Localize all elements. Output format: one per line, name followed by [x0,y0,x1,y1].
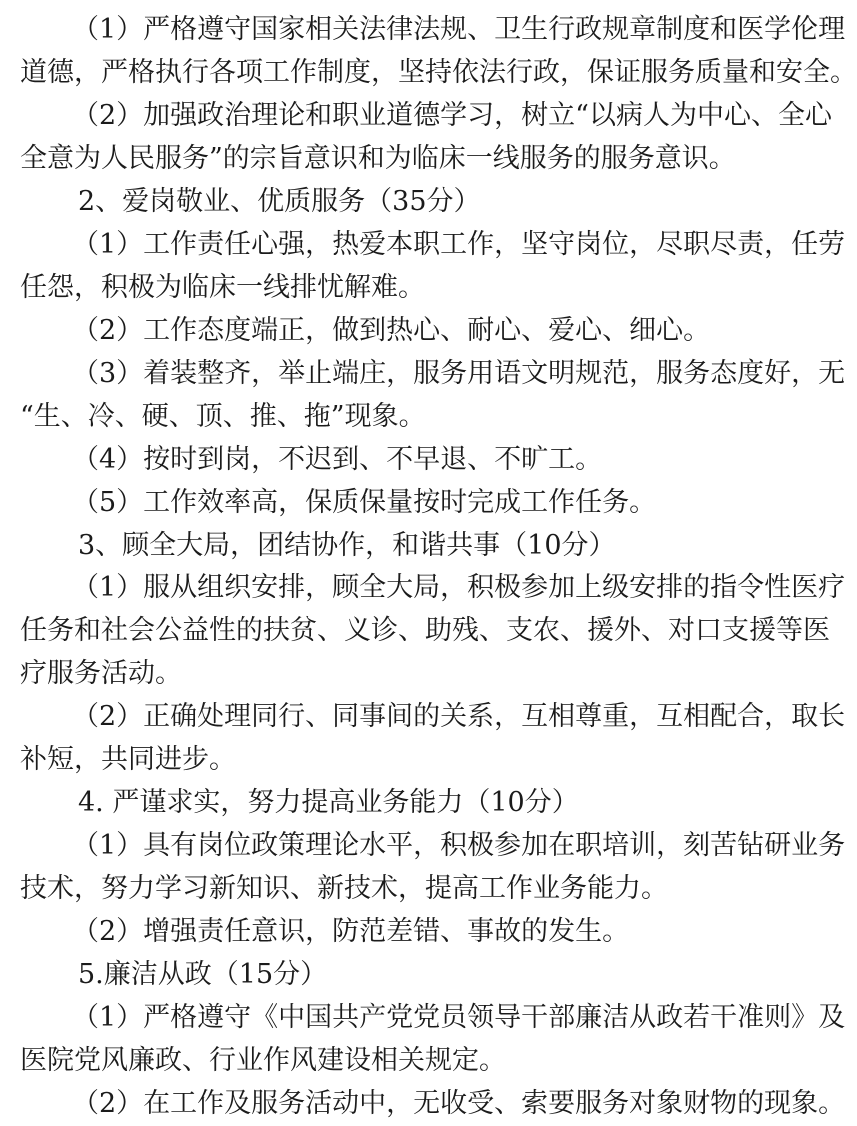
text-line: “生、冷、硬、顶、推、拖”现象。 [20,400,426,432]
text-line: 任怨，积极为临床一线排忧解难。 [20,271,425,303]
text-line: （2）在工作及服务活动中，无收受、索要服务对象财物的现象。 [72,1088,846,1119]
text-line: 道德，严格执行各项工作制度，坚持依法行政，保证服务质量和安全。 [20,56,857,88]
text-line: （3）着装整齐，举止端庄，服务用语文明规范，服务态度好，无 [72,357,846,389]
text-line: （2）增强责任意识，防范差错、事故的发生。 [72,916,630,948]
text-line: （2）正确处理同行、同事间的关系，互相尊重，互相配合，取长 [72,701,846,733]
text-line: （1）严格遵守《中国共产党党员领导干部廉洁从政若干准则》及 [72,1002,846,1034]
text-line: （1）工作责任心强，热爱本职工作，坚守岗位，尽职尽责，任劳 [72,228,846,260]
section-heading: 2、爱岗敬业、优质服务（35分） [78,185,481,217]
text-line: 任务和社会公益性的扶贫、义诊、助残、支农、援外、对口支援等医 [20,615,830,647]
section-heading: 5.廉洁从政（15分） [78,959,328,991]
text-line: 疗服务活动。 [20,658,182,690]
section-heading: 3、顾全大局，团结协作，和谐共事（10分） [78,529,616,561]
text-line: 补短，共同进步。 [20,744,236,776]
text-line: （4）按时到岗，不迟到、不早退、不旷工。 [72,443,603,475]
text-line: 技术，努力学习新知识、新技术，提高工作业务能力。 [20,873,668,905]
text-line: （1）严格遵守国家相关法律法规、卫生行政规章制度和医学伦理 [72,14,846,45]
text-line: （5）工作效率高，保质保量按时完成工作任务。 [72,486,657,518]
text-line: （2）加强政治理论和职业道德学习，树立“以病人为中心、全心 [72,99,832,131]
text-line: 全意为人民服务”的宗旨意识和为临床一线服务的服务意识。 [20,142,736,174]
text-line: （2）工作态度端正，做到热心、耐心、爱心、细心。 [72,314,711,346]
text-line: （1）服从组织安排，顾全大局，积极参加上级安排的指令性医疗 [72,572,846,604]
text-line: （1）具有岗位政策理论水平，积极参加在职培训，刻苦钻研业务 [72,830,846,862]
section-heading: 4. 严谨求实，努力提高业务能力（10分） [78,787,579,819]
text-line: 医院党风廉政、行业作风建设相关规定。 [20,1045,506,1077]
